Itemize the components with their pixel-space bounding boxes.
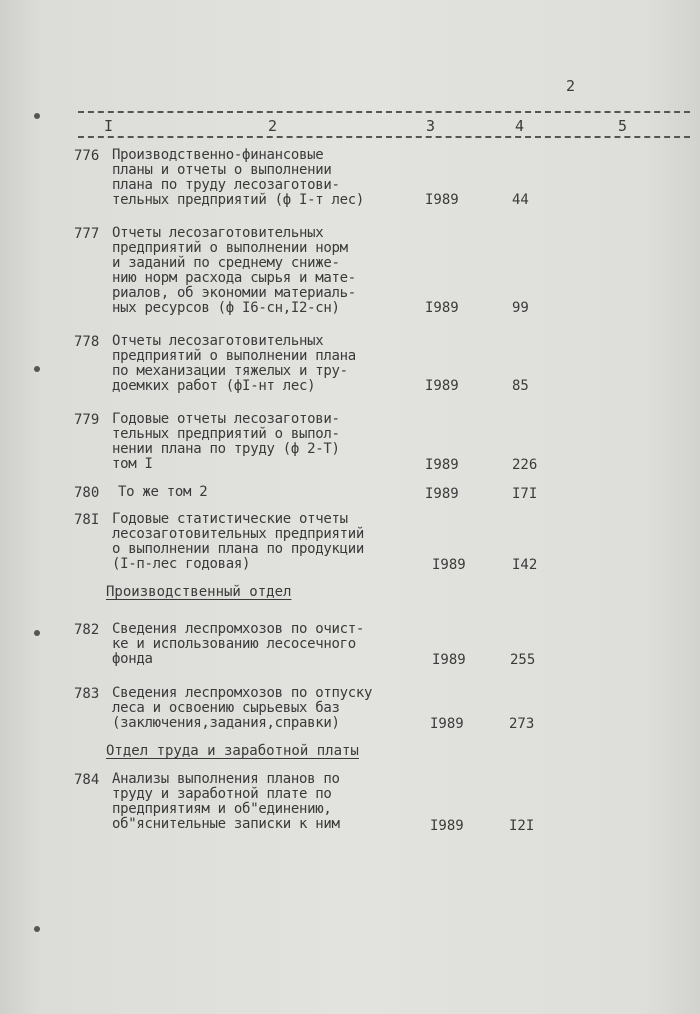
entry-title: Отчеты лесозаготовительных предприятий о выполнении плана по механизации тяжелых и тру- доемких работ (фI-нт лес) bbox=[112, 333, 356, 394]
entry-year: I989 bbox=[430, 716, 464, 732]
entry-count: I42 bbox=[512, 557, 538, 573]
entry-count: I7I bbox=[512, 486, 538, 502]
entry-count: 255 bbox=[510, 652, 536, 668]
entry-title: Годовые отчеты лесозаготови- тельных предприятий о выпол- нении плана по труду (ф 2-Т) том I bbox=[112, 411, 340, 472]
page-number: 2 bbox=[566, 77, 576, 95]
entry-number: 779 bbox=[74, 412, 100, 428]
entry-year: I989 bbox=[425, 300, 459, 316]
column-header-2: 2 bbox=[268, 117, 278, 135]
entry-title: Отчеты лесозаготовительных предприятий о выполнении норм и заданий по среднему сниже- нию норм расхода сырья и мате- риалов, об экономии материаль- ных ресурсов (ф I6-сн,I2-сн) bbox=[112, 225, 356, 316]
entry-year: I989 bbox=[425, 486, 459, 502]
table-header-rule bbox=[78, 136, 690, 138]
entry-year: I989 bbox=[432, 557, 466, 573]
entry-number: 778 bbox=[74, 334, 100, 350]
section-heading: Производственный отдел bbox=[106, 584, 292, 600]
punch-hole-mark bbox=[34, 926, 40, 932]
entry-count: 273 bbox=[509, 716, 535, 732]
entry-year: I989 bbox=[432, 652, 466, 668]
entry-count: I2I bbox=[509, 818, 535, 834]
column-header-1: I bbox=[104, 117, 114, 135]
punch-hole-mark bbox=[34, 630, 40, 636]
entry-title: То же том 2 bbox=[118, 484, 208, 500]
entry-year: I989 bbox=[425, 457, 459, 473]
entry-year: I989 bbox=[430, 818, 464, 834]
entry-number: 783 bbox=[74, 686, 100, 702]
entry-title: Сведения леспромхозов по отпуску леса и освоению сырьевых баз (заключения,задания,справки) bbox=[112, 685, 373, 731]
entry-number: 782 bbox=[74, 622, 100, 638]
entry-number: 780 bbox=[74, 485, 100, 501]
table-top-rule bbox=[78, 111, 690, 113]
entry-count: 226 bbox=[512, 457, 538, 473]
column-header-5: 5 bbox=[618, 117, 628, 135]
entry-number: 777 bbox=[74, 226, 100, 242]
punch-hole-mark bbox=[34, 113, 40, 119]
entry-title: Годовые статистические отчеты лесозаготовительных предприятий о выполнении плана по продукции (I-п-лес годовая) bbox=[112, 511, 364, 572]
entry-count: 44 bbox=[512, 192, 529, 208]
column-header-4: 4 bbox=[515, 117, 525, 135]
section-heading: Отдел труда и заработной платы bbox=[106, 743, 359, 759]
entry-number: 776 bbox=[74, 148, 100, 164]
entry-year: I989 bbox=[425, 192, 459, 208]
entry-year: I989 bbox=[425, 378, 459, 394]
entry-number: 78I bbox=[74, 512, 100, 528]
entry-count: 85 bbox=[512, 378, 529, 394]
entry-title: Анализы выполнения планов по труду и заработной плате по предприятиям и об"единению, об"яснительные записки к ним bbox=[112, 771, 340, 832]
column-header-3: 3 bbox=[426, 117, 436, 135]
entry-title: Производственно-финансовые планы и отчеты о выполнении плана по труду лесозаготови- тельных предприятий (ф I-т лес) bbox=[112, 147, 364, 208]
entry-title: Сведения леспромхозов по очист- ке и использованию лесосечного фонда bbox=[112, 621, 364, 667]
entry-number: 784 bbox=[74, 772, 100, 788]
entry-count: 99 bbox=[512, 300, 529, 316]
punch-hole-mark bbox=[34, 366, 40, 372]
